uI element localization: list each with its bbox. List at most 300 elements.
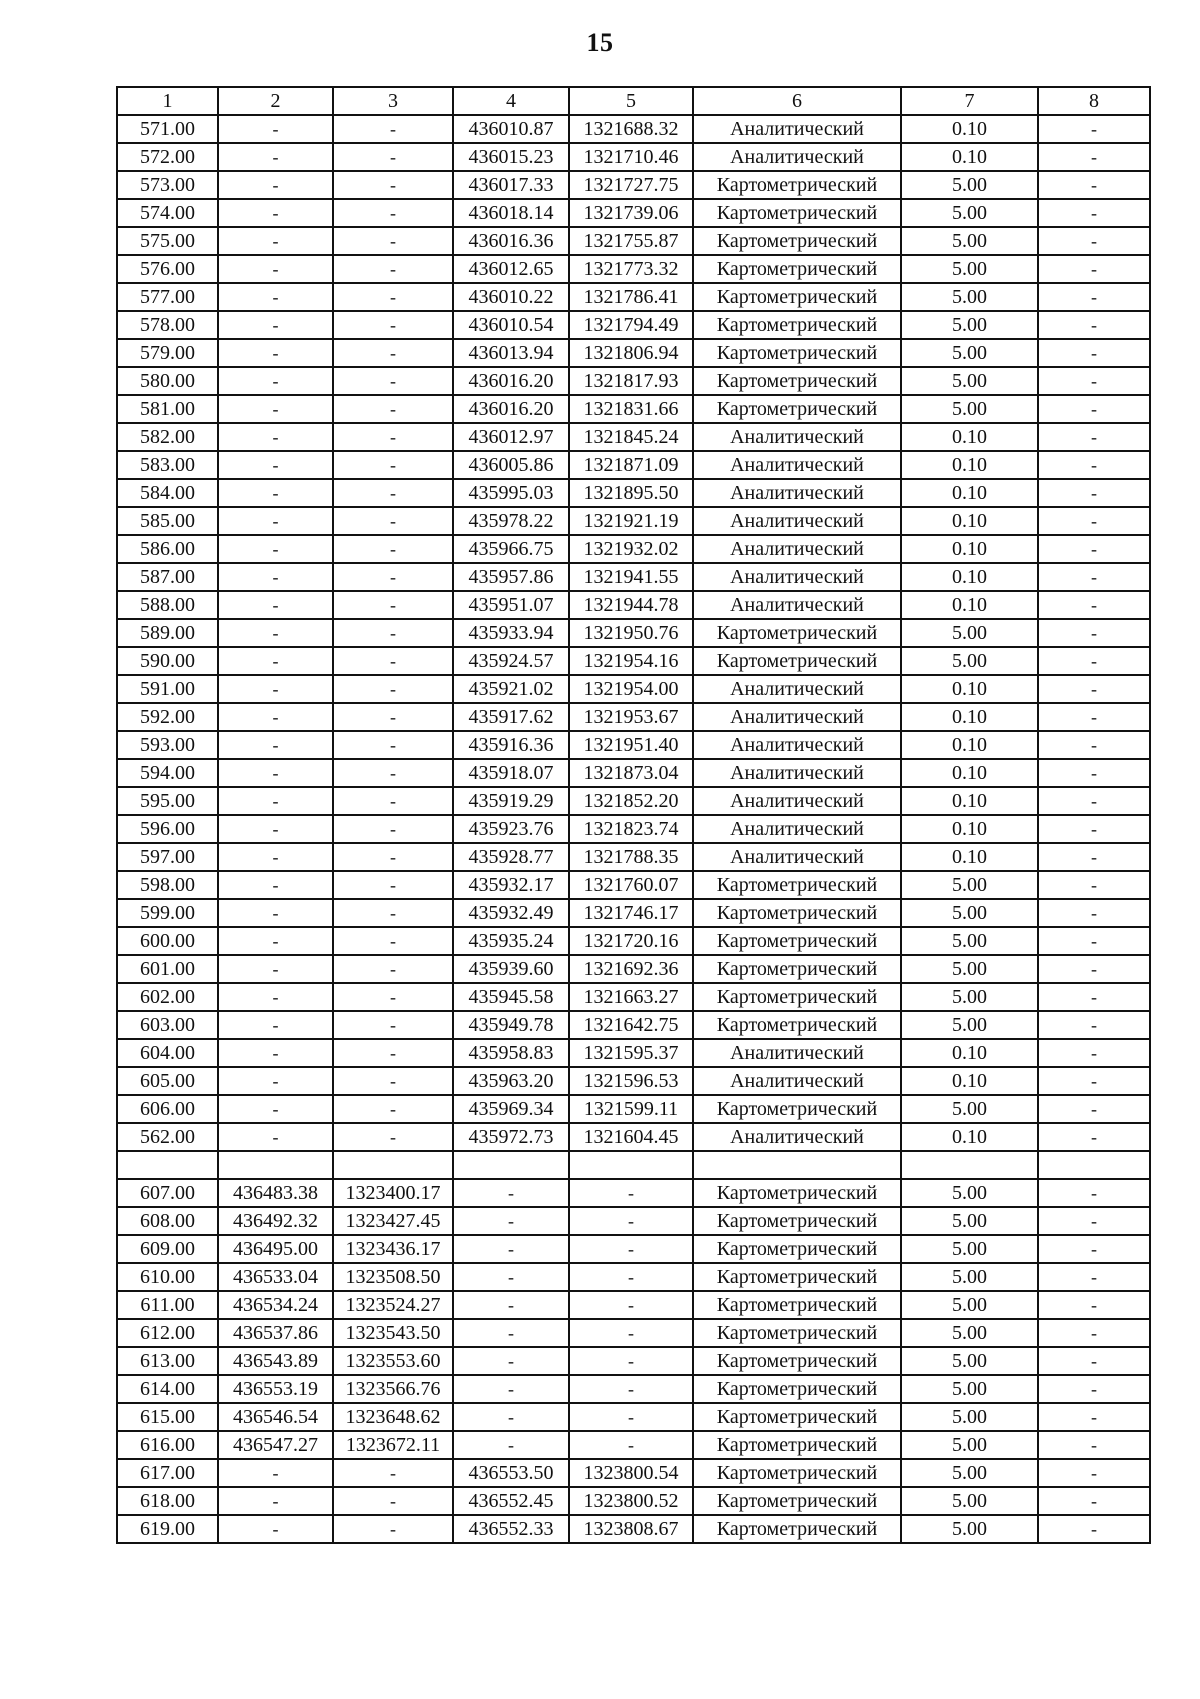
table-cell: 1321823.74 bbox=[569, 815, 693, 843]
table-cell bbox=[901, 1151, 1038, 1179]
table-cell: - bbox=[1038, 255, 1150, 283]
table-cell: 0.10 bbox=[901, 731, 1038, 759]
table-cell: 590.00 bbox=[117, 647, 218, 675]
table-cell: - bbox=[453, 1263, 569, 1291]
table-row bbox=[117, 759, 1150, 787]
table-cell: 5.00 bbox=[901, 1179, 1038, 1207]
table-cell: Картометрический bbox=[693, 1431, 901, 1459]
table-cell: 1321760.07 bbox=[569, 871, 693, 899]
table-row bbox=[117, 563, 1150, 591]
table-cell: 618.00 bbox=[117, 1487, 218, 1515]
table-cell bbox=[569, 1151, 693, 1179]
table-row bbox=[117, 479, 1150, 507]
table-cell: - bbox=[569, 1207, 693, 1235]
table-cell: 5.00 bbox=[901, 1515, 1038, 1543]
table-cell: - bbox=[1038, 815, 1150, 843]
table-row bbox=[117, 1151, 1150, 1179]
table-cell: - bbox=[1038, 1011, 1150, 1039]
table-cell: 0.10 bbox=[901, 591, 1038, 619]
table-row bbox=[117, 1515, 1150, 1543]
table-cell: 598.00 bbox=[117, 871, 218, 899]
table-cell: Аналитический bbox=[693, 731, 901, 759]
table-cell: 619.00 bbox=[117, 1515, 218, 1543]
table-cell: 436553.50 bbox=[453, 1459, 569, 1487]
table-cell: 0.10 bbox=[901, 451, 1038, 479]
table-cell: - bbox=[569, 1375, 693, 1403]
table-cell: 1321950.76 bbox=[569, 619, 693, 647]
table-cell: - bbox=[333, 171, 453, 199]
table-cell: 617.00 bbox=[117, 1459, 218, 1487]
table-cell: 0.10 bbox=[901, 703, 1038, 731]
table-row bbox=[117, 367, 1150, 395]
table-cell: - bbox=[218, 983, 333, 1011]
table-row bbox=[117, 339, 1150, 367]
table-cell: - bbox=[218, 787, 333, 815]
table-cell: 436010.22 bbox=[453, 283, 569, 311]
table-cell: 571.00 bbox=[117, 115, 218, 143]
table-cell: Картометрический bbox=[693, 1459, 901, 1487]
table-cell: 587.00 bbox=[117, 563, 218, 591]
table-cell: 1323524.27 bbox=[333, 1291, 453, 1319]
table-cell: - bbox=[1038, 1319, 1150, 1347]
page-number: 15 bbox=[586, 28, 614, 57]
table-cell: 0.10 bbox=[901, 143, 1038, 171]
table-cell: Картометрический bbox=[693, 1487, 901, 1515]
table-cell: Аналитический bbox=[693, 843, 901, 871]
table-cell: 1323566.76 bbox=[333, 1375, 453, 1403]
table-row bbox=[117, 703, 1150, 731]
table-cell: - bbox=[218, 1095, 333, 1123]
table-cell: Картометрический bbox=[693, 283, 901, 311]
table-cell: 597.00 bbox=[117, 843, 218, 871]
table-cell: 581.00 bbox=[117, 395, 218, 423]
table-cell: - bbox=[333, 983, 453, 1011]
table-cell: - bbox=[333, 143, 453, 171]
table-cell: Аналитический bbox=[693, 1067, 901, 1095]
table-row bbox=[117, 1403, 1150, 1431]
table-cell: 600.00 bbox=[117, 927, 218, 955]
table-cell: 5.00 bbox=[901, 1095, 1038, 1123]
table-cell: - bbox=[453, 1319, 569, 1347]
table-row bbox=[117, 535, 1150, 563]
table-cell: - bbox=[218, 675, 333, 703]
table-cell: 1321688.32 bbox=[569, 115, 693, 143]
table-cell: 5.00 bbox=[901, 871, 1038, 899]
table-cell: 1323800.52 bbox=[569, 1487, 693, 1515]
table-cell: - bbox=[1038, 143, 1150, 171]
table-cell: 5.00 bbox=[901, 1347, 1038, 1375]
table-cell: 436010.54 bbox=[453, 311, 569, 339]
table-cell: - bbox=[218, 479, 333, 507]
column-header: 7 bbox=[901, 87, 1038, 115]
table-cell: - bbox=[218, 563, 333, 591]
table-cell: - bbox=[453, 1403, 569, 1431]
table-cell: - bbox=[333, 395, 453, 423]
table-cell: 1323672.11 bbox=[333, 1431, 453, 1459]
table-cell: 583.00 bbox=[117, 451, 218, 479]
table-cell: 436537.86 bbox=[218, 1319, 333, 1347]
table-cell: - bbox=[333, 703, 453, 731]
table-cell: - bbox=[333, 1515, 453, 1543]
table-cell: 436018.14 bbox=[453, 199, 569, 227]
table-cell: - bbox=[333, 535, 453, 563]
table-cell: 5.00 bbox=[901, 619, 1038, 647]
table-cell: - bbox=[333, 647, 453, 675]
table-cell: - bbox=[333, 1011, 453, 1039]
table-cell: - bbox=[1038, 199, 1150, 227]
table-cell: 436492.32 bbox=[218, 1207, 333, 1235]
table-cell: 435923.76 bbox=[453, 815, 569, 843]
table-cell: 589.00 bbox=[117, 619, 218, 647]
table-cell: 1321599.11 bbox=[569, 1095, 693, 1123]
table-cell: - bbox=[1038, 535, 1150, 563]
table-cell: - bbox=[218, 199, 333, 227]
table-cell: - bbox=[333, 591, 453, 619]
table-cell: 436534.24 bbox=[218, 1291, 333, 1319]
table-cell: - bbox=[569, 1291, 693, 1319]
table-cell: - bbox=[1038, 227, 1150, 255]
table-cell: - bbox=[333, 311, 453, 339]
table-cell: - bbox=[569, 1347, 693, 1375]
table-cell: - bbox=[569, 1403, 693, 1431]
table-cell bbox=[218, 1151, 333, 1179]
table-cell: 1321871.09 bbox=[569, 451, 693, 479]
table-row bbox=[117, 871, 1150, 899]
table-cell: 1321932.02 bbox=[569, 535, 693, 563]
column-header: 3 bbox=[333, 87, 453, 115]
table-cell: 435924.57 bbox=[453, 647, 569, 675]
table-row bbox=[117, 255, 1150, 283]
table-cell: 1321921.19 bbox=[569, 507, 693, 535]
table-cell: 436495.00 bbox=[218, 1235, 333, 1263]
table-cell: 435966.75 bbox=[453, 535, 569, 563]
table-row bbox=[117, 927, 1150, 955]
table-cell: - bbox=[569, 1319, 693, 1347]
table-cell: 562.00 bbox=[117, 1123, 218, 1151]
table-cell: 435932.49 bbox=[453, 899, 569, 927]
table-cell: 5.00 bbox=[901, 367, 1038, 395]
table-cell: 0.10 bbox=[901, 1039, 1038, 1067]
table-cell: - bbox=[333, 1039, 453, 1067]
table-cell: - bbox=[1038, 675, 1150, 703]
table-cell: 5.00 bbox=[901, 1263, 1038, 1291]
table-row bbox=[117, 619, 1150, 647]
table-row bbox=[117, 1123, 1150, 1151]
table-cell: Картометрический bbox=[693, 1095, 901, 1123]
table-cell: - bbox=[333, 451, 453, 479]
table-row bbox=[117, 787, 1150, 815]
table-cell: - bbox=[333, 675, 453, 703]
table-cell: Картометрический bbox=[693, 199, 901, 227]
table-cell: - bbox=[1038, 507, 1150, 535]
table-cell: 5.00 bbox=[901, 339, 1038, 367]
table-cell: - bbox=[1038, 647, 1150, 675]
table-cell: - bbox=[218, 283, 333, 311]
table-cell: - bbox=[1038, 731, 1150, 759]
table-cell: 1321951.40 bbox=[569, 731, 693, 759]
table-cell: 435978.22 bbox=[453, 507, 569, 535]
table-row bbox=[117, 1235, 1150, 1263]
table-row bbox=[117, 1487, 1150, 1515]
table-cell: Аналитический bbox=[693, 507, 901, 535]
table-cell: 436552.45 bbox=[453, 1487, 569, 1515]
table-cell: Аналитический bbox=[693, 675, 901, 703]
table-cell: - bbox=[453, 1235, 569, 1263]
table-cell: - bbox=[218, 115, 333, 143]
table-cell: - bbox=[1038, 1431, 1150, 1459]
table-cell: - bbox=[569, 1263, 693, 1291]
table-cell: - bbox=[218, 311, 333, 339]
table-cell: 436017.33 bbox=[453, 171, 569, 199]
table-row bbox=[117, 1011, 1150, 1039]
column-header: 1 bbox=[117, 87, 218, 115]
table-cell: - bbox=[333, 871, 453, 899]
table-cell: 1323553.60 bbox=[333, 1347, 453, 1375]
table-cell: - bbox=[333, 479, 453, 507]
table-cell: 0.10 bbox=[901, 1067, 1038, 1095]
table-cell: Аналитический bbox=[693, 787, 901, 815]
table-cell: 592.00 bbox=[117, 703, 218, 731]
table-cell: 5.00 bbox=[901, 1375, 1038, 1403]
table-cell: 436483.38 bbox=[218, 1179, 333, 1207]
table-cell: - bbox=[1038, 1515, 1150, 1543]
table-cell: 5.00 bbox=[901, 955, 1038, 983]
table-cell: 1323436.17 bbox=[333, 1235, 453, 1263]
table-cell: 605.00 bbox=[117, 1067, 218, 1095]
table-cell: 436543.89 bbox=[218, 1347, 333, 1375]
table-cell: 1321773.32 bbox=[569, 255, 693, 283]
table-cell: - bbox=[218, 1515, 333, 1543]
table-cell: - bbox=[333, 1487, 453, 1515]
table-cell: 5.00 bbox=[901, 1291, 1038, 1319]
table-cell: 616.00 bbox=[117, 1431, 218, 1459]
table-cell: 0.10 bbox=[901, 787, 1038, 815]
table-cell: 5.00 bbox=[901, 255, 1038, 283]
table-row bbox=[117, 731, 1150, 759]
table-cell: 1321710.46 bbox=[569, 143, 693, 171]
table-cell: 436546.54 bbox=[218, 1403, 333, 1431]
table-cell: 435932.17 bbox=[453, 871, 569, 899]
table-row bbox=[117, 1207, 1150, 1235]
table-cell: 435972.73 bbox=[453, 1123, 569, 1151]
table-cell: - bbox=[569, 1235, 693, 1263]
table-cell: - bbox=[453, 1291, 569, 1319]
table-cell: 1321692.36 bbox=[569, 955, 693, 983]
table-cell: 1323508.50 bbox=[333, 1263, 453, 1291]
table-cell: 579.00 bbox=[117, 339, 218, 367]
table-cell: - bbox=[1038, 899, 1150, 927]
table-cell: 435928.77 bbox=[453, 843, 569, 871]
table-cell: Аналитический bbox=[693, 423, 901, 451]
table-cell: - bbox=[1038, 927, 1150, 955]
table-cell: - bbox=[1038, 1207, 1150, 1235]
table-cell: 1321852.20 bbox=[569, 787, 693, 815]
table-cell: Картометрический bbox=[693, 1291, 901, 1319]
table-cell: 0.10 bbox=[901, 479, 1038, 507]
coordinates-table bbox=[116, 86, 1151, 1544]
table-cell: Аналитический bbox=[693, 815, 901, 843]
table-cell: Аналитический bbox=[693, 703, 901, 731]
table-cell: 5.00 bbox=[901, 311, 1038, 339]
table-cell: 5.00 bbox=[901, 983, 1038, 1011]
table-cell: 436016.36 bbox=[453, 227, 569, 255]
table-cell: 436010.87 bbox=[453, 115, 569, 143]
table-cell: 591.00 bbox=[117, 675, 218, 703]
table-cell: 435939.60 bbox=[453, 955, 569, 983]
table-cell: Картометрический bbox=[693, 367, 901, 395]
table-row bbox=[117, 115, 1150, 143]
table-cell: 436016.20 bbox=[453, 367, 569, 395]
table-cell: 5.00 bbox=[901, 283, 1038, 311]
table-cell: - bbox=[218, 1487, 333, 1515]
table-row bbox=[117, 815, 1150, 843]
table-cell: 0.10 bbox=[901, 563, 1038, 591]
table-cell: 608.00 bbox=[117, 1207, 218, 1235]
table-cell: - bbox=[218, 535, 333, 563]
table-row bbox=[117, 1095, 1150, 1123]
table-cell: - bbox=[1038, 367, 1150, 395]
table-row bbox=[117, 1179, 1150, 1207]
table-cell: 572.00 bbox=[117, 143, 218, 171]
table-body bbox=[117, 115, 1150, 1543]
column-header: 2 bbox=[218, 87, 333, 115]
table-row bbox=[117, 955, 1150, 983]
table-cell: Аналитический bbox=[693, 143, 901, 171]
table-cell: 1321954.00 bbox=[569, 675, 693, 703]
table-cell: - bbox=[1038, 1459, 1150, 1487]
table-cell: Аналитический bbox=[693, 591, 901, 619]
table-cell: 436005.86 bbox=[453, 451, 569, 479]
table-cell: 610.00 bbox=[117, 1263, 218, 1291]
table-cell: 435917.62 bbox=[453, 703, 569, 731]
table-cell: - bbox=[218, 843, 333, 871]
table-cell: - bbox=[218, 507, 333, 535]
table-cell: - bbox=[1038, 787, 1150, 815]
table-cell: 1321941.55 bbox=[569, 563, 693, 591]
table-cell: - bbox=[218, 367, 333, 395]
table-cell: - bbox=[333, 1095, 453, 1123]
table-cell: 1323648.62 bbox=[333, 1403, 453, 1431]
table-cell: 609.00 bbox=[117, 1235, 218, 1263]
table-cell: Аналитический bbox=[693, 451, 901, 479]
table-cell: 435921.02 bbox=[453, 675, 569, 703]
table-cell: 584.00 bbox=[117, 479, 218, 507]
table-cell: 435933.94 bbox=[453, 619, 569, 647]
table-cell: - bbox=[218, 339, 333, 367]
table-cell: - bbox=[333, 759, 453, 787]
column-header: 5 bbox=[569, 87, 693, 115]
column-header: 4 bbox=[453, 87, 569, 115]
table-cell: - bbox=[1038, 451, 1150, 479]
table-row bbox=[117, 1039, 1150, 1067]
table-cell: - bbox=[1038, 395, 1150, 423]
table-cell: 574.00 bbox=[117, 199, 218, 227]
table-cell: 1321873.04 bbox=[569, 759, 693, 787]
table-cell: 603.00 bbox=[117, 1011, 218, 1039]
table-cell bbox=[453, 1151, 569, 1179]
table-cell: 0.10 bbox=[901, 535, 1038, 563]
table-cell: - bbox=[333, 283, 453, 311]
table-cell: - bbox=[1038, 1039, 1150, 1067]
table-cell: 435945.58 bbox=[453, 983, 569, 1011]
table-cell: 435935.24 bbox=[453, 927, 569, 955]
table-cell: - bbox=[333, 787, 453, 815]
table-cell: Картометрический bbox=[693, 1011, 901, 1039]
table-cell: Аналитический bbox=[693, 563, 901, 591]
table-cell: - bbox=[218, 423, 333, 451]
table-cell: 0.10 bbox=[901, 759, 1038, 787]
table-cell bbox=[693, 1151, 901, 1179]
table-row bbox=[117, 283, 1150, 311]
table-cell: 436013.94 bbox=[453, 339, 569, 367]
table-cell: 0.10 bbox=[901, 507, 1038, 535]
table-cell: - bbox=[1038, 479, 1150, 507]
table-cell: - bbox=[218, 171, 333, 199]
table-cell: 594.00 bbox=[117, 759, 218, 787]
table-row bbox=[117, 1375, 1150, 1403]
table-cell: 576.00 bbox=[117, 255, 218, 283]
table-row bbox=[117, 227, 1150, 255]
table-cell: - bbox=[218, 647, 333, 675]
table-row bbox=[117, 423, 1150, 451]
table-cell: 1321806.94 bbox=[569, 339, 693, 367]
table-cell: 5.00 bbox=[901, 199, 1038, 227]
table-cell bbox=[117, 1151, 218, 1179]
table-cell: Картометрический bbox=[693, 1403, 901, 1431]
table-cell: 1321845.24 bbox=[569, 423, 693, 451]
table-cell: 0.10 bbox=[901, 675, 1038, 703]
table-cell: - bbox=[1038, 171, 1150, 199]
table-cell: 436547.27 bbox=[218, 1431, 333, 1459]
table-cell: - bbox=[1038, 1291, 1150, 1319]
table-cell: Картометрический bbox=[693, 395, 901, 423]
table-cell: 5.00 bbox=[901, 1487, 1038, 1515]
table-cell: 5.00 bbox=[901, 1403, 1038, 1431]
table-cell: 435919.29 bbox=[453, 787, 569, 815]
table-cell: 435995.03 bbox=[453, 479, 569, 507]
table-cell: 435951.07 bbox=[453, 591, 569, 619]
table-cell: - bbox=[1038, 563, 1150, 591]
table-cell: Картометрический bbox=[693, 339, 901, 367]
table-cell: 5.00 bbox=[901, 227, 1038, 255]
table-cell: - bbox=[453, 1347, 569, 1375]
table-cell: - bbox=[218, 255, 333, 283]
column-header: 6 bbox=[693, 87, 901, 115]
table-cell: - bbox=[333, 843, 453, 871]
table-cell: - bbox=[333, 339, 453, 367]
table-cell: - bbox=[218, 815, 333, 843]
table-cell: - bbox=[1038, 1235, 1150, 1263]
table-cell: 435957.86 bbox=[453, 563, 569, 591]
table-cell: 1321642.75 bbox=[569, 1011, 693, 1039]
table-cell: - bbox=[1038, 591, 1150, 619]
table-cell: 435918.07 bbox=[453, 759, 569, 787]
table-cell: 602.00 bbox=[117, 983, 218, 1011]
table-cell: 613.00 bbox=[117, 1347, 218, 1375]
table-cell: - bbox=[333, 731, 453, 759]
table-cell: - bbox=[453, 1375, 569, 1403]
table-row bbox=[117, 1067, 1150, 1095]
table-cell: 435969.34 bbox=[453, 1095, 569, 1123]
table-cell: 575.00 bbox=[117, 227, 218, 255]
table-row bbox=[117, 1263, 1150, 1291]
table-row bbox=[117, 899, 1150, 927]
table-cell: 435949.78 bbox=[453, 1011, 569, 1039]
table-row bbox=[117, 1291, 1150, 1319]
table-cell: 595.00 bbox=[117, 787, 218, 815]
table-cell: - bbox=[1038, 619, 1150, 647]
table-cell: 1321720.16 bbox=[569, 927, 693, 955]
